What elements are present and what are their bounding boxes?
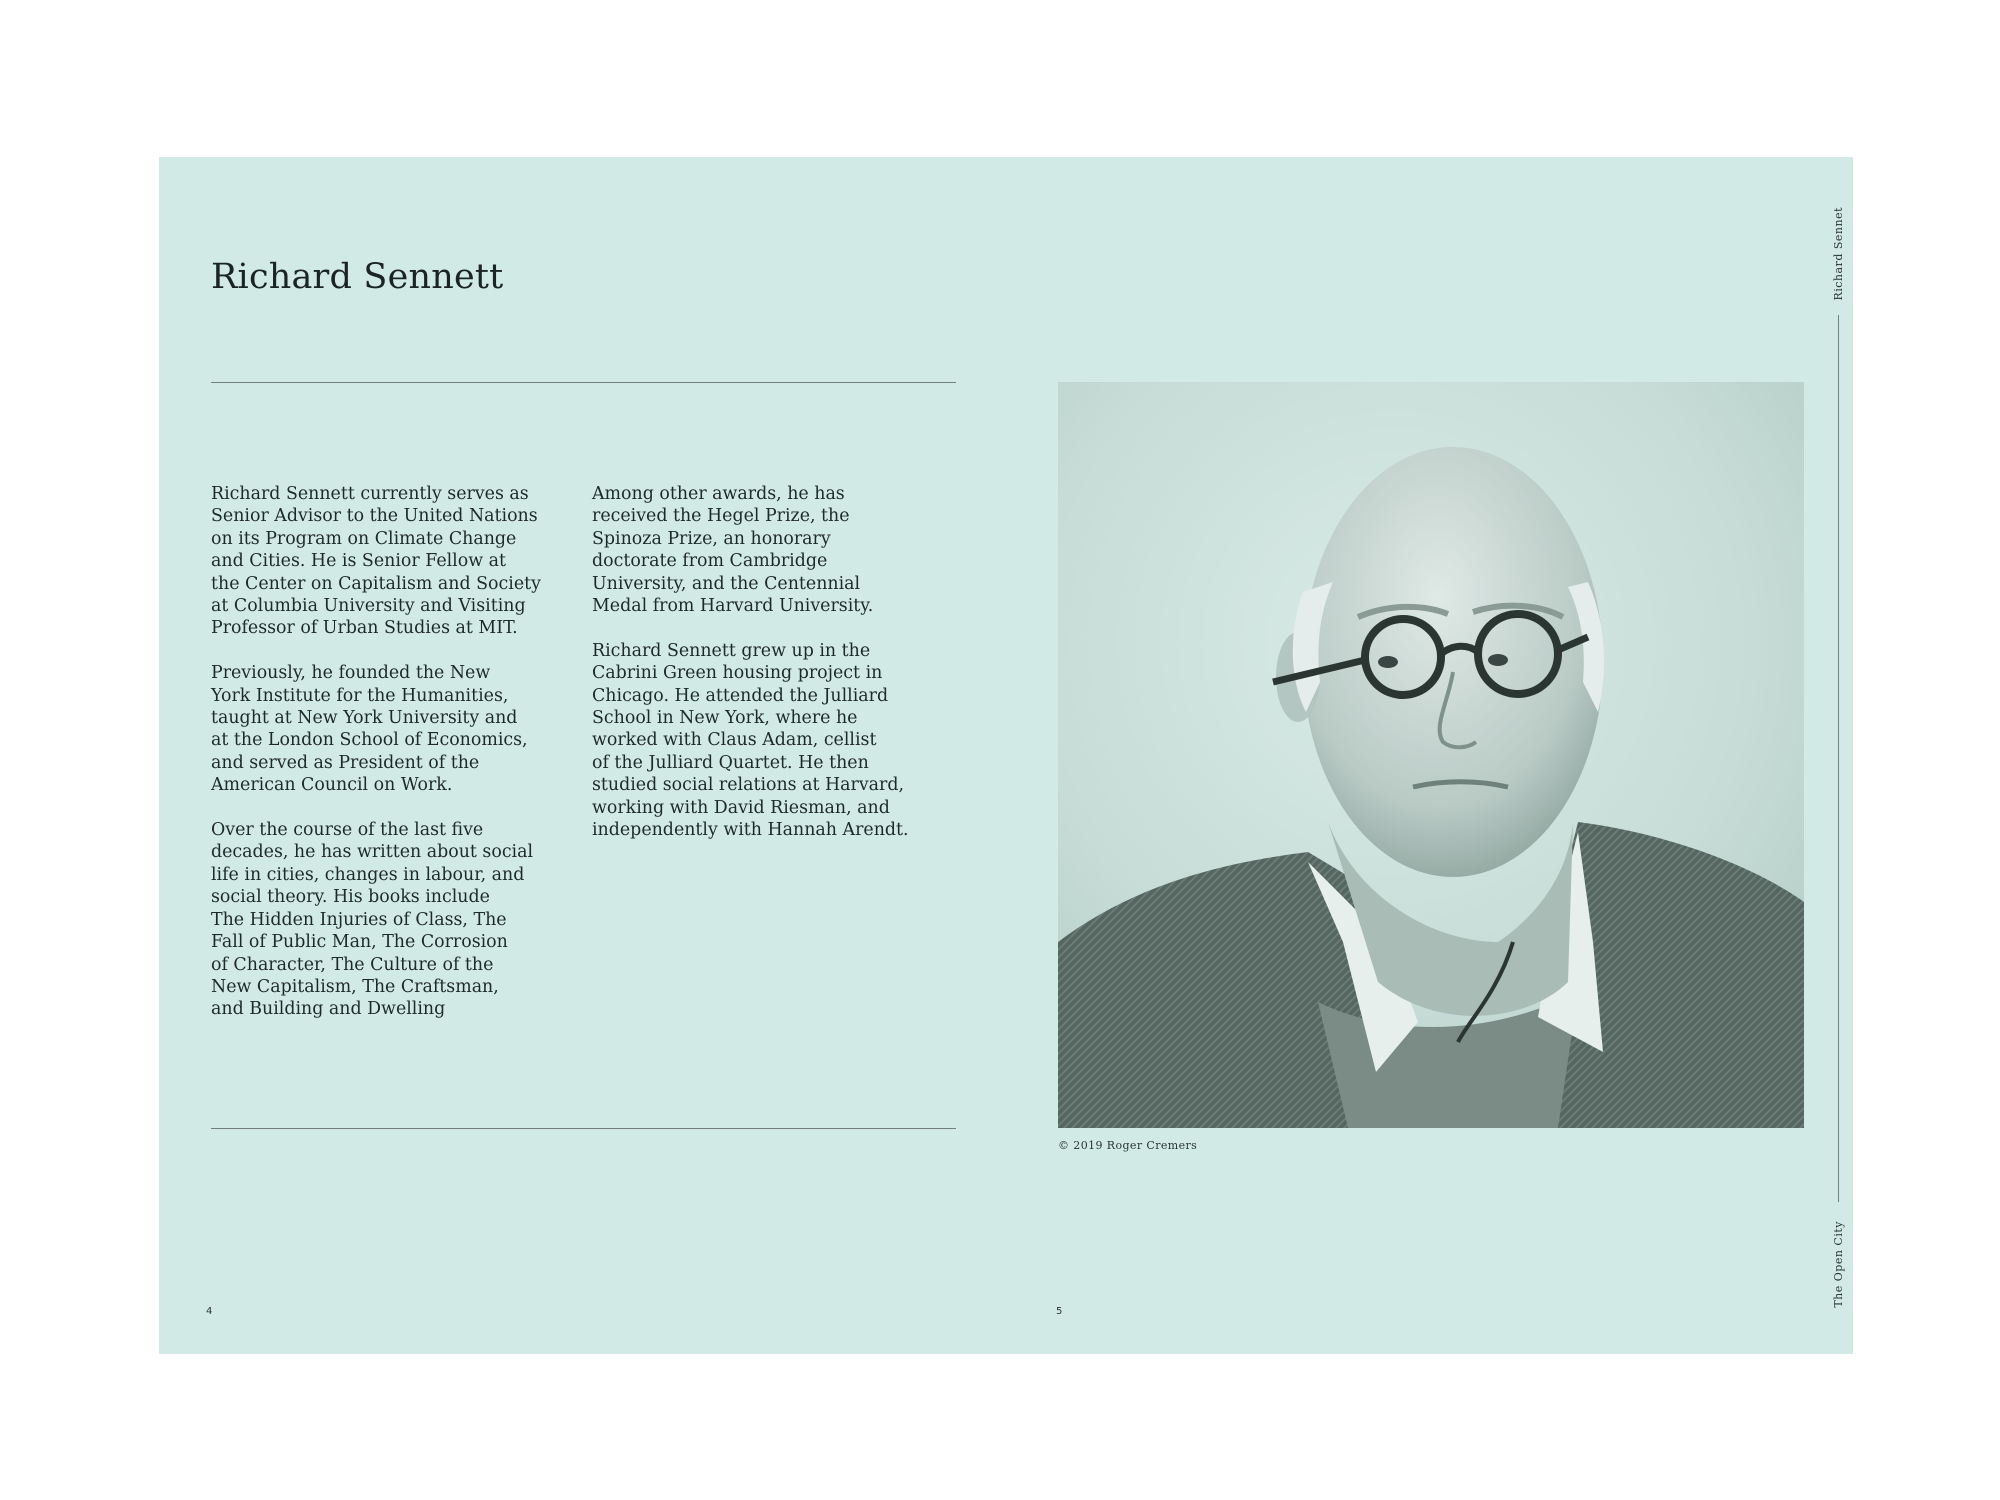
top-divider (211, 382, 956, 383)
photo-credit: © 2019 Roger Cremers (1058, 1139, 1198, 1152)
bio-paragraph-awards: Among other awards, he has received the Hegel Prize, the Spinoza Prize, an honorary doctorate from Cambridge University, and the Centennial Medal from Harvard University. (592, 484, 874, 617)
bio-paragraph-early-life: Richard Sennett grew up in the Cabrini Green housing project in Chicago. He attended the Julliard School in New York, where he worked with Claus Adam, cellist of the Julliard Quartet. He then studied social relations at Harvard, working with David Riesman, and independently with Hannah Arendt. (592, 640, 909, 841)
left-text-column (211, 483, 581, 1043)
bio-paragraph-current-roles: Richard Sennett currently serves as Senior Advisor to the United Nations on its Program on Climate Change and Cities. He is Senior Fellow at the Center on Capitalism and Society at Columbia University and Visiting Professor of Urban Studies at MIT. (211, 484, 541, 639)
page-spread (159, 157, 1853, 1354)
page-title: Richard Sennett (211, 257, 504, 297)
portrait-photo (1058, 382, 1804, 1128)
bottom-divider (211, 1128, 956, 1129)
running-header-publication: The Open City (1832, 1221, 1845, 1308)
side-vertical-rule (1838, 315, 1839, 1202)
page-number-left: 4 (206, 1306, 213, 1317)
right-text-column (592, 483, 962, 864)
bio-paragraph-books: Over the course of the last five decades, he has written about social life in cities, changes in labour, and social theory. His books include The Hidden Injuries of Class, The Fall of Public Man, The Corrosion of Character, The Culture of the New Capitalism, The Craftsman, and Building and Dwelling (211, 820, 534, 1020)
running-header-author: Richard Sennet (1832, 207, 1845, 301)
bio-paragraph-previous-roles: Previously, he founded the New York Institute for the Humanities, taught at New York University and at the London School of Economics, and served as President of the American Council on Work. (211, 663, 528, 796)
page-number-right: 5 (1056, 1306, 1063, 1317)
